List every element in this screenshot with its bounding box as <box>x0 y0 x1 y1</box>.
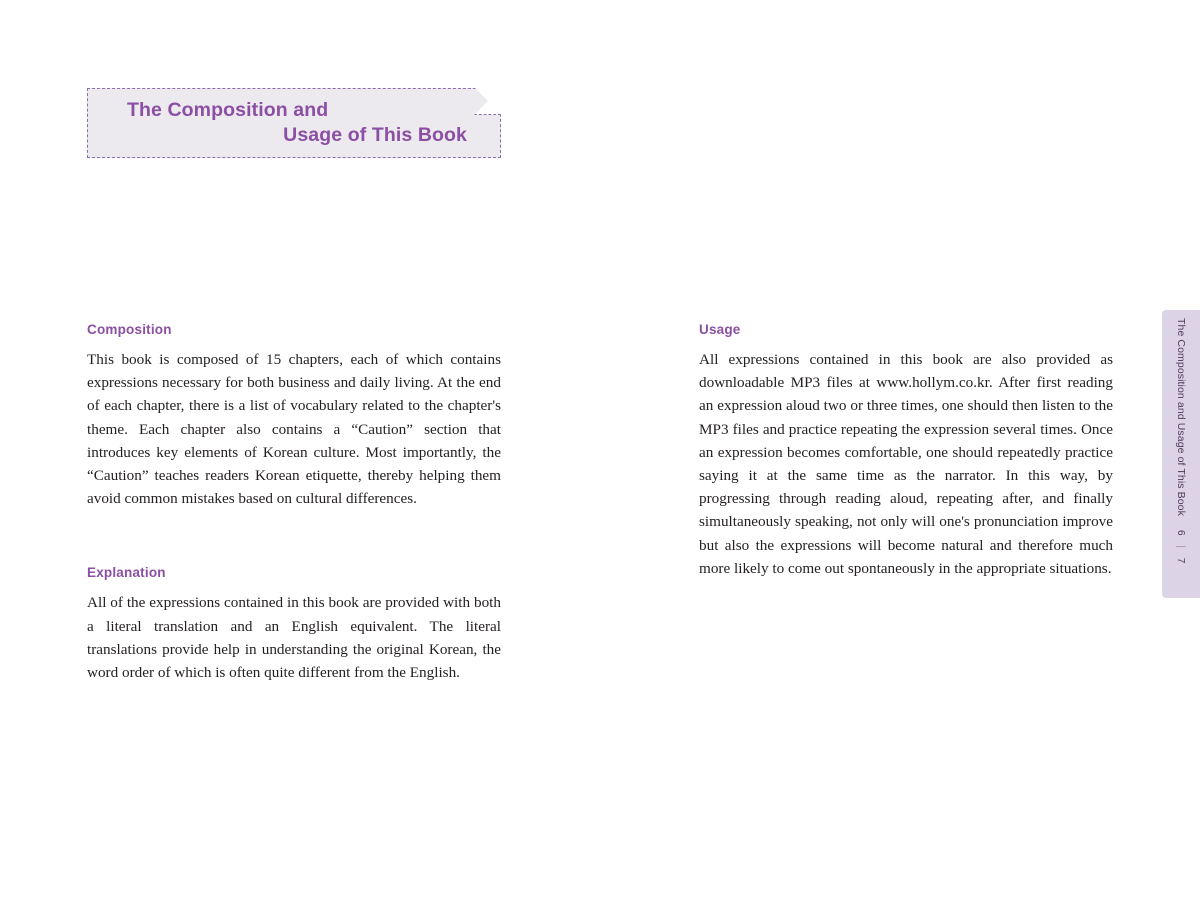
paragraph-composition: This book is composed of 15 chapters, each of which contains expressions necessary for both business and daily living. At the end of each chapter, there is a list of vocabulary related to the chapter's theme. Each chapter also contains a “Caution” section that introduces key elements of Korean culture. Most importantly, the “Caution” teaches readers Korean etiquette, thereby helping them avoid common mistakes based on cultural differences. <box>87 351 501 508</box>
side-tab-page-numbers <box>1176 530 1187 564</box>
side-tab <box>1162 310 1200 598</box>
side-tab-content <box>1162 310 1200 598</box>
paragraph-explanation: All of the expressions contained in this book are provided with both a literal translation and an English equivalent. The literal translations provide help in understanding the original Korean, the word order of which is often quite different from the English. <box>87 594 501 682</box>
page-title <box>87 88 501 158</box>
page-number-left: 6 <box>1175 529 1187 537</box>
heading-explanation: Explanation <box>87 565 166 581</box>
column-spacer <box>87 510 501 565</box>
heading-composition: Composition <box>87 322 172 337</box>
left-column <box>87 322 501 684</box>
side-tab-label: The Composition and Usage of This Book <box>1175 318 1187 516</box>
page-number-right: 7 <box>1175 557 1187 564</box>
page-number-separator: | <box>1175 545 1187 549</box>
heading-usage: Usage <box>699 322 741 337</box>
right-column <box>699 322 1113 580</box>
page-title-line-1: The Composition and <box>127 99 329 121</box>
page-title-line-2: Usage of This Book <box>283 124 467 146</box>
paragraph-usage: All expressions contained in this book are also provided as downloadable MP3 files at www.hollym.co.kr. After first reading an expression aloud two or three times, one should then listen to the MP3 files and practice repeating the expression several times. Once an expression becomes comfortable, one should repeatedly practice saying it at the same time as the narrator. In this way, by progressing through reading aloud, repeating after, and finally simultaneously speaking, not only will one's pronunciation improve but also the expressions will become natural and therefore much more likely to come out spontaneously in the appropriate situations. <box>699 351 1113 577</box>
